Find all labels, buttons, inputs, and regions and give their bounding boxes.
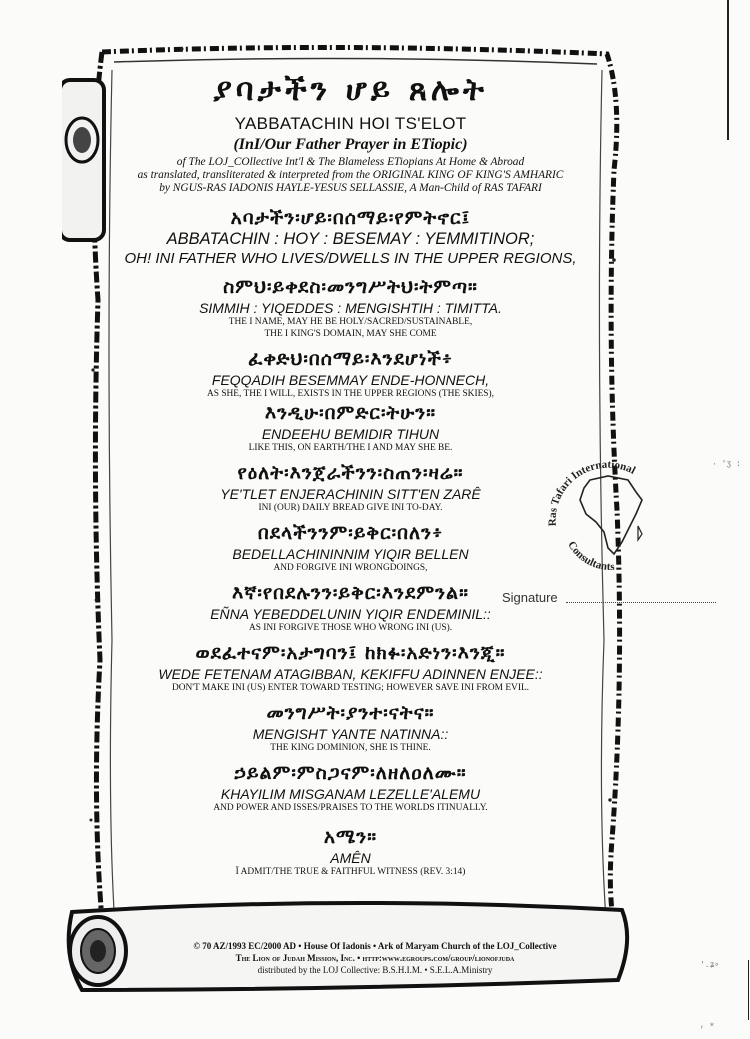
margin-scribble: , ∗ [700,1021,715,1030]
footer-distribution: distributed by the LOJ Collective: B.S.H.I.M. • S.E.L.A.Ministry [257,965,493,975]
amen-english: Ï ADMIT/THE TRUE & FAITHFUL WITNESS (REV. 3:14) [235,866,466,877]
verse-transliteration: EÑNA YEBEDDELUNIN YIQIR ENDEMINIL:: [210,606,491,623]
stamp-bottom-text: Consultants [565,539,615,573]
verse-english: INI (OUR) DAILY BREAD GIVE INI TO-DAY. [258,503,443,514]
verse-english: DON'T MAKE INI (US) ENTER TOWARD TESTING; HOWEVER SAVE INI FROM EVIL. [171,683,530,694]
margin-scribble: '.ʑ∘ [700,961,720,970]
verse-english: THE KING DOMINION, SHE IS THINE. [270,742,431,753]
verse-transliteration: ABBATACHIN : HOY : BESEMAY : YEMMITINOR; [166,230,535,249]
signature-line[interactable] [566,592,716,603]
scan-edge-line [748,960,749,1020]
scan-edge-line [727,0,729,140]
prayer-content [88,66,613,878]
verse-transliteration: FEQQADIH BESEMMAY ENDE-HONNECH, [211,372,490,389]
verse-amharic: እኛ፡የበደሉንን፡ይቅር፡እንደምንል። [232,582,469,605]
verse-transliteration: YE'TLET ENJERACHININ SITT'EN ZARÊ [220,486,481,503]
verse-english: THE I NAME, MAY HE BE HOLY/SACRED/SUSTAINABLE, [228,317,473,328]
verse-amharic: ወደፈተናም፡አታግባን፤ ከክፉ፡አድነን፡እንጂ። [195,642,506,665]
verse-amharic: የዕለት፡እንጀራችንን፡ስጠን፡ዛሬ። [237,462,464,485]
signature-label: Signature [502,590,558,605]
verse-amharic: በደላችንንም፡ይቅር፡በለን፥ [257,522,444,545]
subtitle: (InI/Our Father Prayer in ETiopic) [233,135,468,153]
verse-amharic: አባታችን፡ሆይ፡በሰማይ፡የምትኖር፤ [230,206,471,229]
verse-english: OH! INI FATHER WHO LIVES/DWELLS IN THE UPPER REGIONS, [124,250,577,268]
verse-english: AS SHE, THE I WILL, EXISTS IN THE UPPER REGIONS (THE SKIES), [207,389,494,400]
verse-amharic: ስምህ፡ይቀደስ፡መንግሥትህ፡ትምጣ። [223,276,478,299]
title-amharic: ያባታችን ሆይ ጸሎት [213,72,488,108]
verse-amharic: እንዲሁ፡በምድር፡ትሁን። [264,402,437,425]
amen-block [88,825,613,878]
verse-transliteration: ENDEEHU BEMIDIR TIHUN [261,426,440,443]
verse-amharic: መንግሥት፡ያንተ፡ናትና። [266,702,435,725]
amen-transliteration: AMÊN [330,849,371,866]
verse-english: THE I KING'S DOMAIN, MAY SHE COME [264,329,437,340]
organization-stamp [538,456,678,576]
verse-english: AND POWER AND ISSES/PRAISES TO THE WORLDS ITINUALLY. [213,802,488,813]
credit-line: of The LOJ_COllective Int'l & The Blameless ETiopians At Home & Abroad [176,155,525,168]
title-transliteration: YABBATACHIN HOI TS'ELOT [234,113,467,133]
footer-credits [150,940,600,976]
amen-amharic: አሜን። [323,825,378,848]
verse-transliteration: KHAYILIM MISGANAM LEZELLE'ALEMU [220,785,481,802]
verse-transliteration: BEDELLACHININNIM YIQIR BELLEN [232,546,469,563]
verse-amharic: ፈቀድህ፡በሰማይ፡እንደሆነች፥ [248,348,453,371]
footer-mission: The Lion of Judah Mission, Inc. • http:www.egroups.com/group/lionofjuda [235,953,515,963]
credit-line: as translated, transliterated & interpreted from the ORIGINAL KING OF KING'S AMHARIC [137,168,564,181]
verse-transliteration: SIMMIH : YIQEDDES : MENGISHTIH : TIMITTA. [199,300,502,317]
credit-line: by NGUS-RAS IADONIS HAYLE-YESUS SELLASSIE, A Man-Child of RAS TAFARI [159,181,542,194]
verse-english: AND FORGIVE INI WRONGDOINGS, [273,563,428,574]
verse-english: AS INI FORGIVE THOSE WHO WRONG INI (US). [248,623,453,634]
verse-amharic: ኃይልም፡ምስጋናም፡ለዘለዐለሙ። [234,761,467,784]
verse-transliteration: MENGISHT YANTE NATINNA:: [252,725,449,742]
margin-scribble: · 'ʒ : [712,460,741,469]
stamp-top-text: Ras Tafari International [546,458,638,527]
footer-copyright: © 70 AZ/1993 EC/2000 AD • House Of Iadonis • Ark of Maryam Church of the LOJ_Collective [193,941,557,951]
verse-english: LIKE THIS, ON EARTH/THE I AND MAY SHE BE. [248,443,453,454]
verse-transliteration: WEDE FETENAM ATAGIBBAN, KEKIFFU ADINNEN ENJEE:: [158,666,543,683]
